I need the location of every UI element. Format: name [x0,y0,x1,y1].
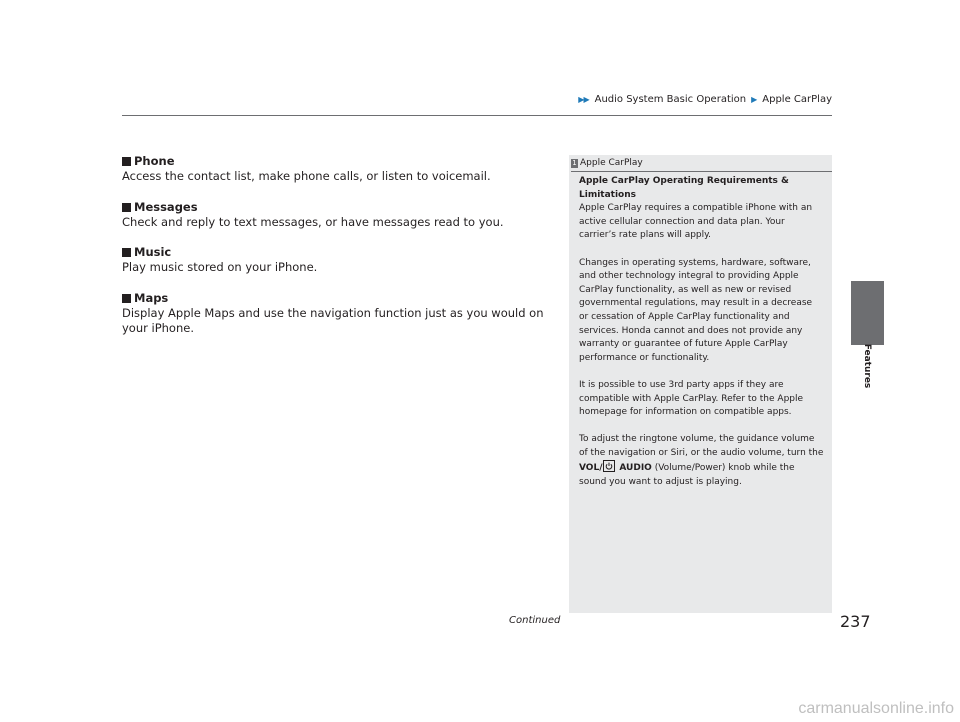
section-title-text: Phone [134,154,175,168]
header-divider [122,115,832,116]
sidebar-header-title: Apple CarPlay [580,158,643,168]
main-content [122,154,552,352]
breadcrumb-arrows-icon: ▶▶ [578,95,589,104]
breadcrumb-item-audio-system[interactable]: Audio System Basic Operation [594,94,747,105]
sidebar-text: (Volume/Power) knob while the sound you want to adjust is playing. [579,463,795,488]
section-messages [122,200,552,231]
sidebar-header [569,155,832,168]
sidebar-heading: Apple CarPlay Operating Requirements & Limitations [579,176,789,200]
vol-label: VOL/ [579,463,603,474]
sidebar-paragraph: It is possible to use 3rd party apps if they are compatible with Apple CarPlay. Refer to the Apple homepage for information on compatible apps. [579,379,804,418]
section-phone [122,154,552,185]
breadcrumb-item-apple-carplay[interactable]: Apple CarPlay [762,94,832,105]
audio-label: AUDIO [619,463,652,474]
section-body: Access the contact list, make phone calls, or listen to voicemail. [122,169,491,183]
reference-marker-icon: 1 [572,158,577,167]
square-bullet-icon [122,157,131,166]
sidebar-body [569,172,832,490]
section-title-messages [122,200,552,215]
breadcrumb-separator-icon: ▶ [751,95,758,104]
sidebar-paragraph: Apple CarPlay requires a compatible iPhone with an active cellular connection and data plan. Your carrier’s rate plans will apply. [579,203,813,241]
continued-label: Continued [509,615,561,626]
square-bullet-icon [122,248,131,257]
section-body: Play music stored on your iPhone. [122,260,318,274]
chapter-tab[interactable] [851,281,884,345]
sidebar-text: To adjust the ringtone volume, the guidance volume of the navigation or Siri, or the audio volume, turn the [579,434,824,458]
chapter-tab-label: Features [862,343,872,389]
section-title-phone [122,154,552,169]
sidebar-note [569,155,832,613]
section-title-maps [122,291,552,306]
square-bullet-icon [122,203,131,212]
page-number: 237 [840,612,871,631]
section-body: Display Apple Maps and use the navigation function just as you would on your iPhone. [122,305,544,335]
section-maps [122,291,552,337]
section-title-text: Maps [134,290,169,305]
sidebar-paragraph: Changes in operating systems, hardware, software, and other technology integral to providing Apple CarPlay functionality, as well as new or revised governmental regulations, may result in a decrease or cessation of Apple CarPlay functionality and services. Honda cannot and does not provide any warranty or guarantee of future Apple CarPlay performance or functionality. [579,257,813,363]
section-title-text: Messages [134,199,198,214]
square-bullet-icon [122,294,131,303]
section-title-text: Music [134,245,172,259]
breadcrumb [578,94,832,105]
sidebar-paragraph-volume [579,433,824,489]
section-body: Check and reply to text messages, or have messages read to you. [122,214,504,229]
power-icon [603,460,615,472]
section-title-music [122,245,552,260]
section-music [122,245,552,276]
watermark: carmanualsonline.info [798,700,954,717]
